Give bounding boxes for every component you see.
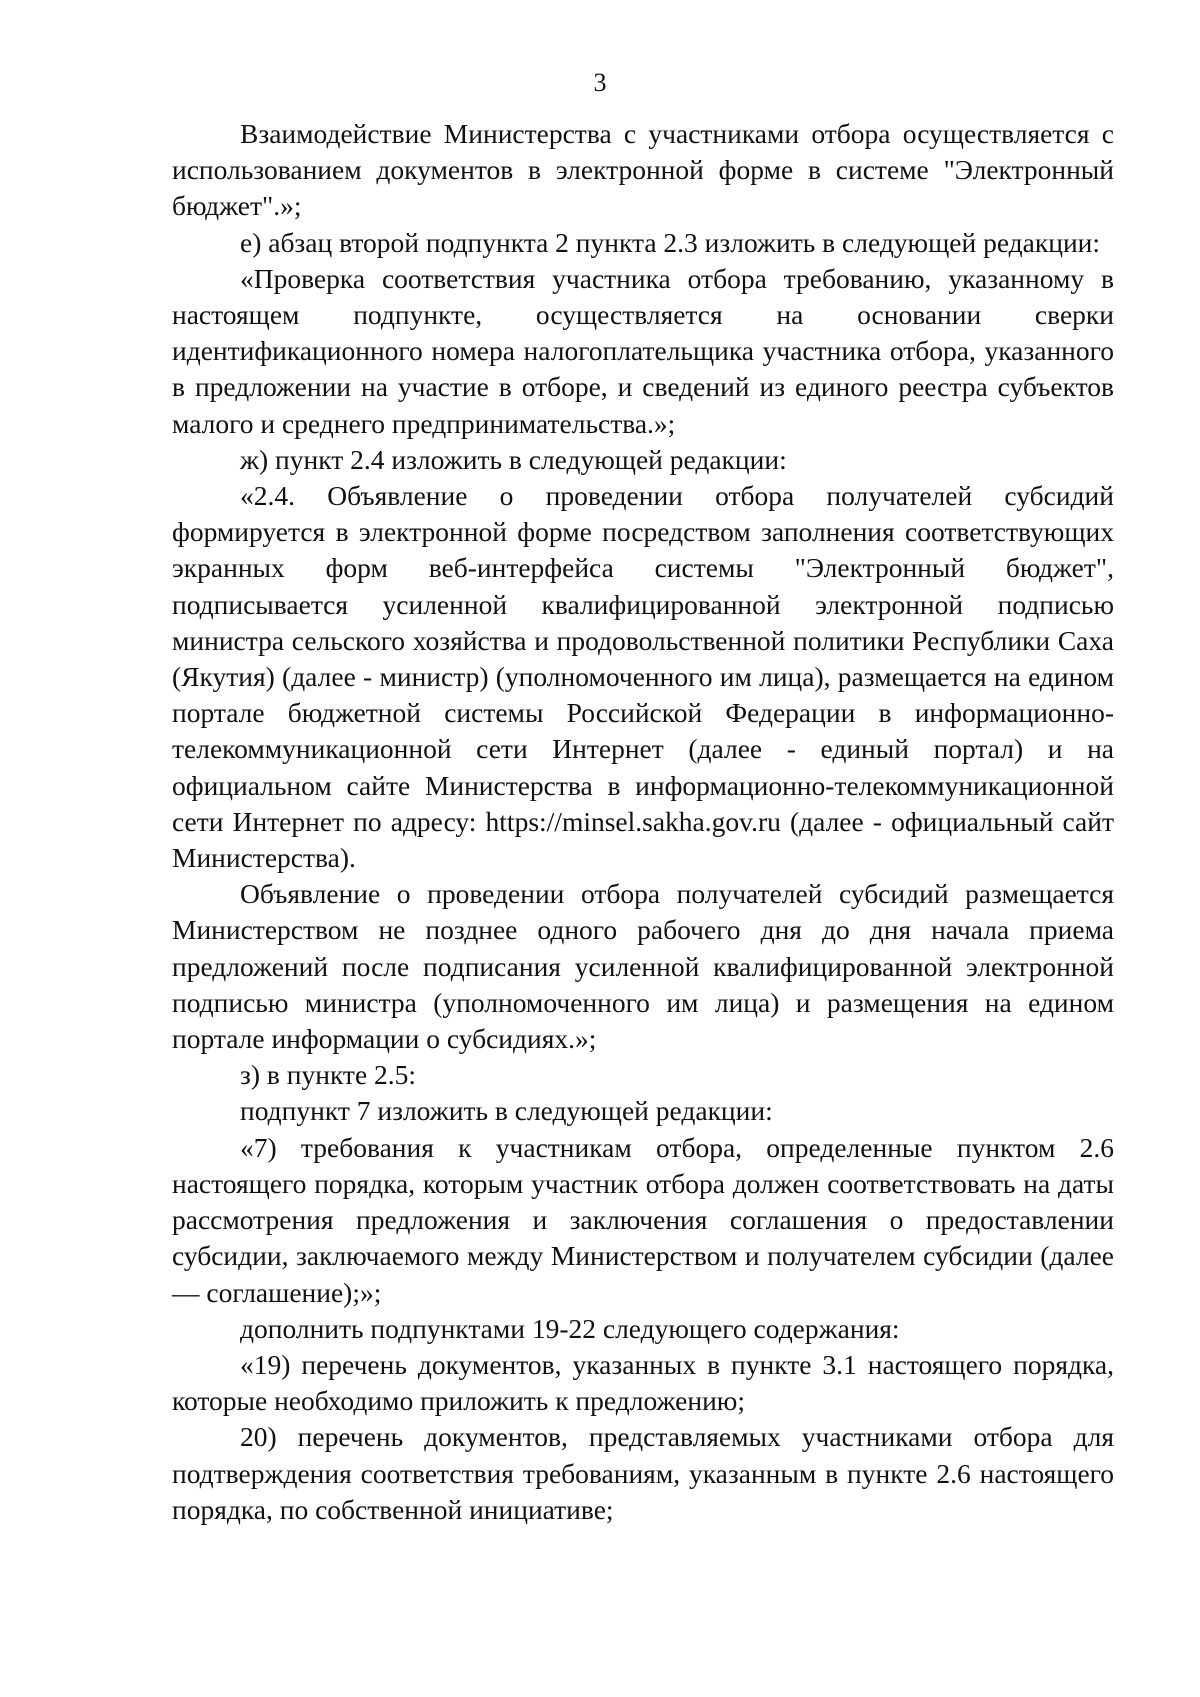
paragraph-subitem-7: «7) требования к участникам отбора, определенные пунктом 2.6 настоящего порядка, которым участник отбора должен соответствовать на даты рассмотрения предложения и заключения соглашения о предоставлении субсидии, заключаемого между Министерством и получателем субсидии (далее — соглашение);»; bbox=[172, 1131, 1114, 1308]
paragraph-announcement: «2.4. Объявление о проведении отбора получателей субсидий формируется в электронной форме посредством заполнения соответствующих экранных форм веб-интерфейса системы "Электронный бюджет", подписывается усиленной квалифицированной электронной подписью министра сельского хозяйства и продовольственной политики Республики Саха (Якутия) (далее - министр) (уполномоченного им лица), размещается на едином портале бюджетной системы Российской Федерации в информационно-телекоммуникационной сети Интернет (далее - единый портал) и на официальном сайте Министерства в информационно-телекоммуникационной сети Интернет по адресу: https://minsel.sakha.gov.ru (далее - официальный сайт Министерства). bbox=[172, 480, 1114, 874]
page-number: 3 bbox=[593, 68, 607, 97]
paragraph-verification: «Проверка соответствия участника отбора требованию, указанному в настоящем подпункте, осуществляется на основании сверки идентификационного номера налогоплательщика участника отбора, указанного в предложении на участие в отборе, и сведений из единого реестра субъектов малого и среднего предпринимательства.»; bbox=[172, 262, 1114, 439]
paragraph-subitem-20: 20) перечень документов, представляемых участниками отбора для подтверждения соответствия требованиям, указанным в пункте 2.6 настоящего порядка, по собственной инициативе; bbox=[172, 1421, 1114, 1525]
paragraph-announcement-placement: Объявление о проведении отбора получателей субсидий размещается Министерством не позднее одного рабочего дня до дня начала приема предложений после подписания усиленной квалифицированной электронной подписью министра (уполномоченного им лица) и размещения на едином портале информации о субсидиях.»; bbox=[172, 878, 1114, 1055]
paragraph-subitem-7-intro: подпункт 7 изложить в следующей редакции: bbox=[240, 1095, 773, 1127]
paragraph-interaction: Взаимодействие Министерства с участниками отбора осуществляется с использованием документов в электронной форме в системе "Электронный бюджет".»; bbox=[172, 118, 1114, 222]
paragraph-item-e: е) абзац второй подпункта 2 пункта 2.3 изложить в следующей редакции: bbox=[240, 226, 1101, 258]
paragraph-item-zh: ж) пункт 2.4 изложить в следующей редакции: bbox=[240, 443, 787, 475]
paragraph-supplement-intro: дополнить подпунктами 19-22 следующего содержания: bbox=[240, 1312, 900, 1344]
paragraph-item-z: з) в пункте 2.5: bbox=[240, 1059, 417, 1091]
paragraph-subitem-19: «19) перечень документов, указанных в пункте 3.1 настоящего порядка, которые необходимо приложить к предложению; bbox=[172, 1348, 1114, 1417]
document-body bbox=[172, 116, 1114, 1528]
